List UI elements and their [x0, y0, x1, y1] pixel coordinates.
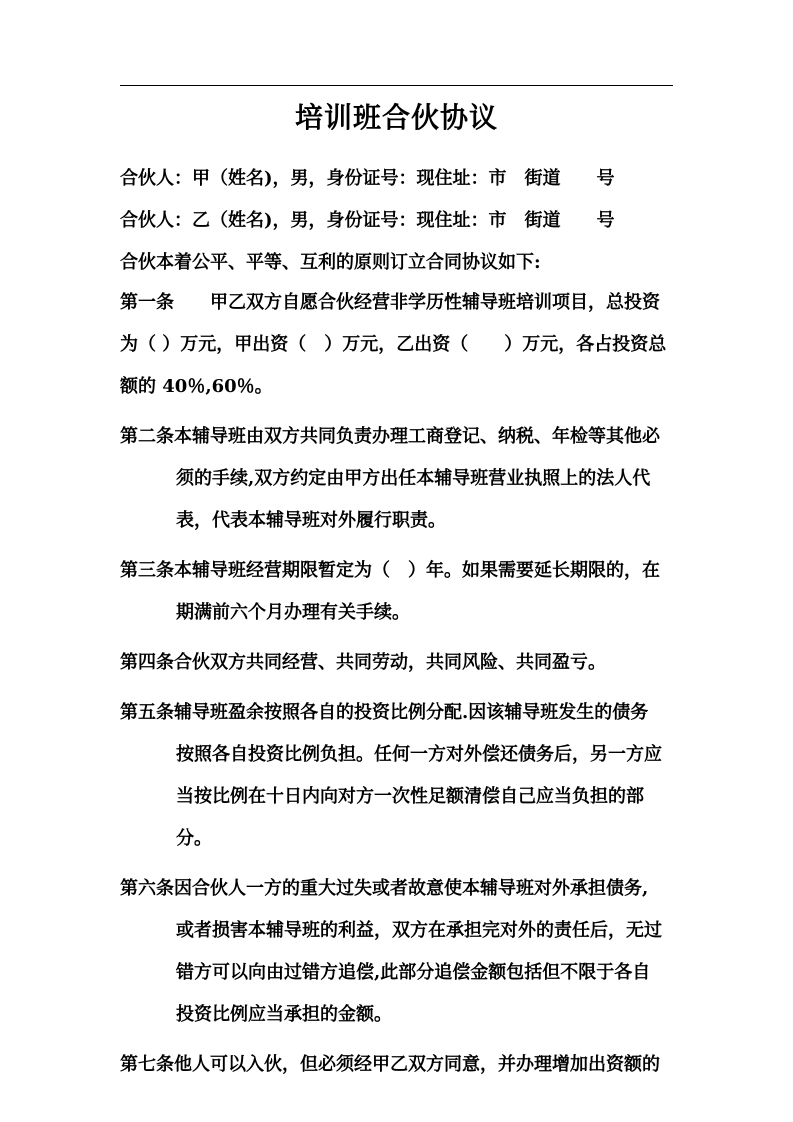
article-6 [120, 868, 673, 1036]
document-body [120, 162, 673, 1094]
partner-line-2: 合伙人：乙（姓名)，男，身份证号：现住址：市 街道 号 [120, 210, 615, 231]
article-1-line-2: 为（ ）万元，甲出资（ ）万元，乙出资（ ）万元，各占投资总 [120, 334, 667, 355]
article-4 [120, 642, 673, 684]
article-6-line-2: 或者损害本辅导班的利益，双方在承担完对外的责任后，无过 [176, 920, 662, 941]
header-rule [120, 85, 673, 86]
article-7-line-1: 第七条他人可以入伙，但必须经甲乙双方同意，并办理增加出资额的 [120, 1054, 660, 1075]
article-3-line-2: 期满前六个月办理有关手续。 [176, 602, 410, 623]
article-1 [120, 282, 673, 408]
article-2-line-3: 表，代表本辅导班对外履行职责。 [176, 510, 446, 531]
article-3-line-1: 第三条本辅导班经营期限暂定为（ ）年。如果需要延长期限的，在 [120, 560, 660, 581]
article-6-line-1: 第六条因合伙人一方的重大过失或者故意使本辅导班对外承担债务, [120, 878, 649, 899]
article-1-line-3: 额的 40％,60％。 [120, 376, 273, 397]
article-6-line-3: 错方可以向由过错方追偿,此部分追偿金额包括但不限于各自 [176, 962, 651, 983]
article-2-line-2: 须的手续,双方约定由甲方出任本辅导班营业执照上的法人代 [176, 468, 651, 489]
preamble: 合伙本着公平、平等、互利的原则订立合同协议如下: [120, 252, 541, 273]
article-2 [120, 416, 673, 542]
article-5-line-3: 当按比例在十日内向对方一次性足额清偿自己应当负担的部 [176, 786, 644, 807]
article-5-line-4: 分。 [176, 828, 212, 849]
article-1-line-1: 第一条 甲乙双方自愿合伙经营非学历性辅导班培训项目，总投资 [120, 292, 660, 313]
article-6-line-4: 投资比例应当承担的金额。 [176, 1004, 392, 1025]
article-2-line-1: 第二条本辅导班由双方共同负责办理工商登记、纳税、年检等其他必 [120, 426, 660, 447]
article-5 [120, 692, 673, 860]
article-3 [120, 550, 673, 634]
article-4-line-1: 第四条合伙双方共同经营、共同劳动，共同风险、共同盈亏。 [120, 652, 606, 673]
document-title: 培训班合伙协议 [294, 101, 498, 134]
article-5-line-1: 第五条辅导班盈余按照各自的投资比例分配.因该辅导班发生的债务 [120, 702, 649, 723]
article-5-line-2: 按照各自投资比例负担。任何一方对外偿还债务后，另一方应 [176, 744, 662, 765]
partner-line-1: 合伙人：甲（姓名)，男，身份证号：现住址：市 街道 号 [120, 168, 615, 189]
article-7 [120, 1044, 673, 1086]
